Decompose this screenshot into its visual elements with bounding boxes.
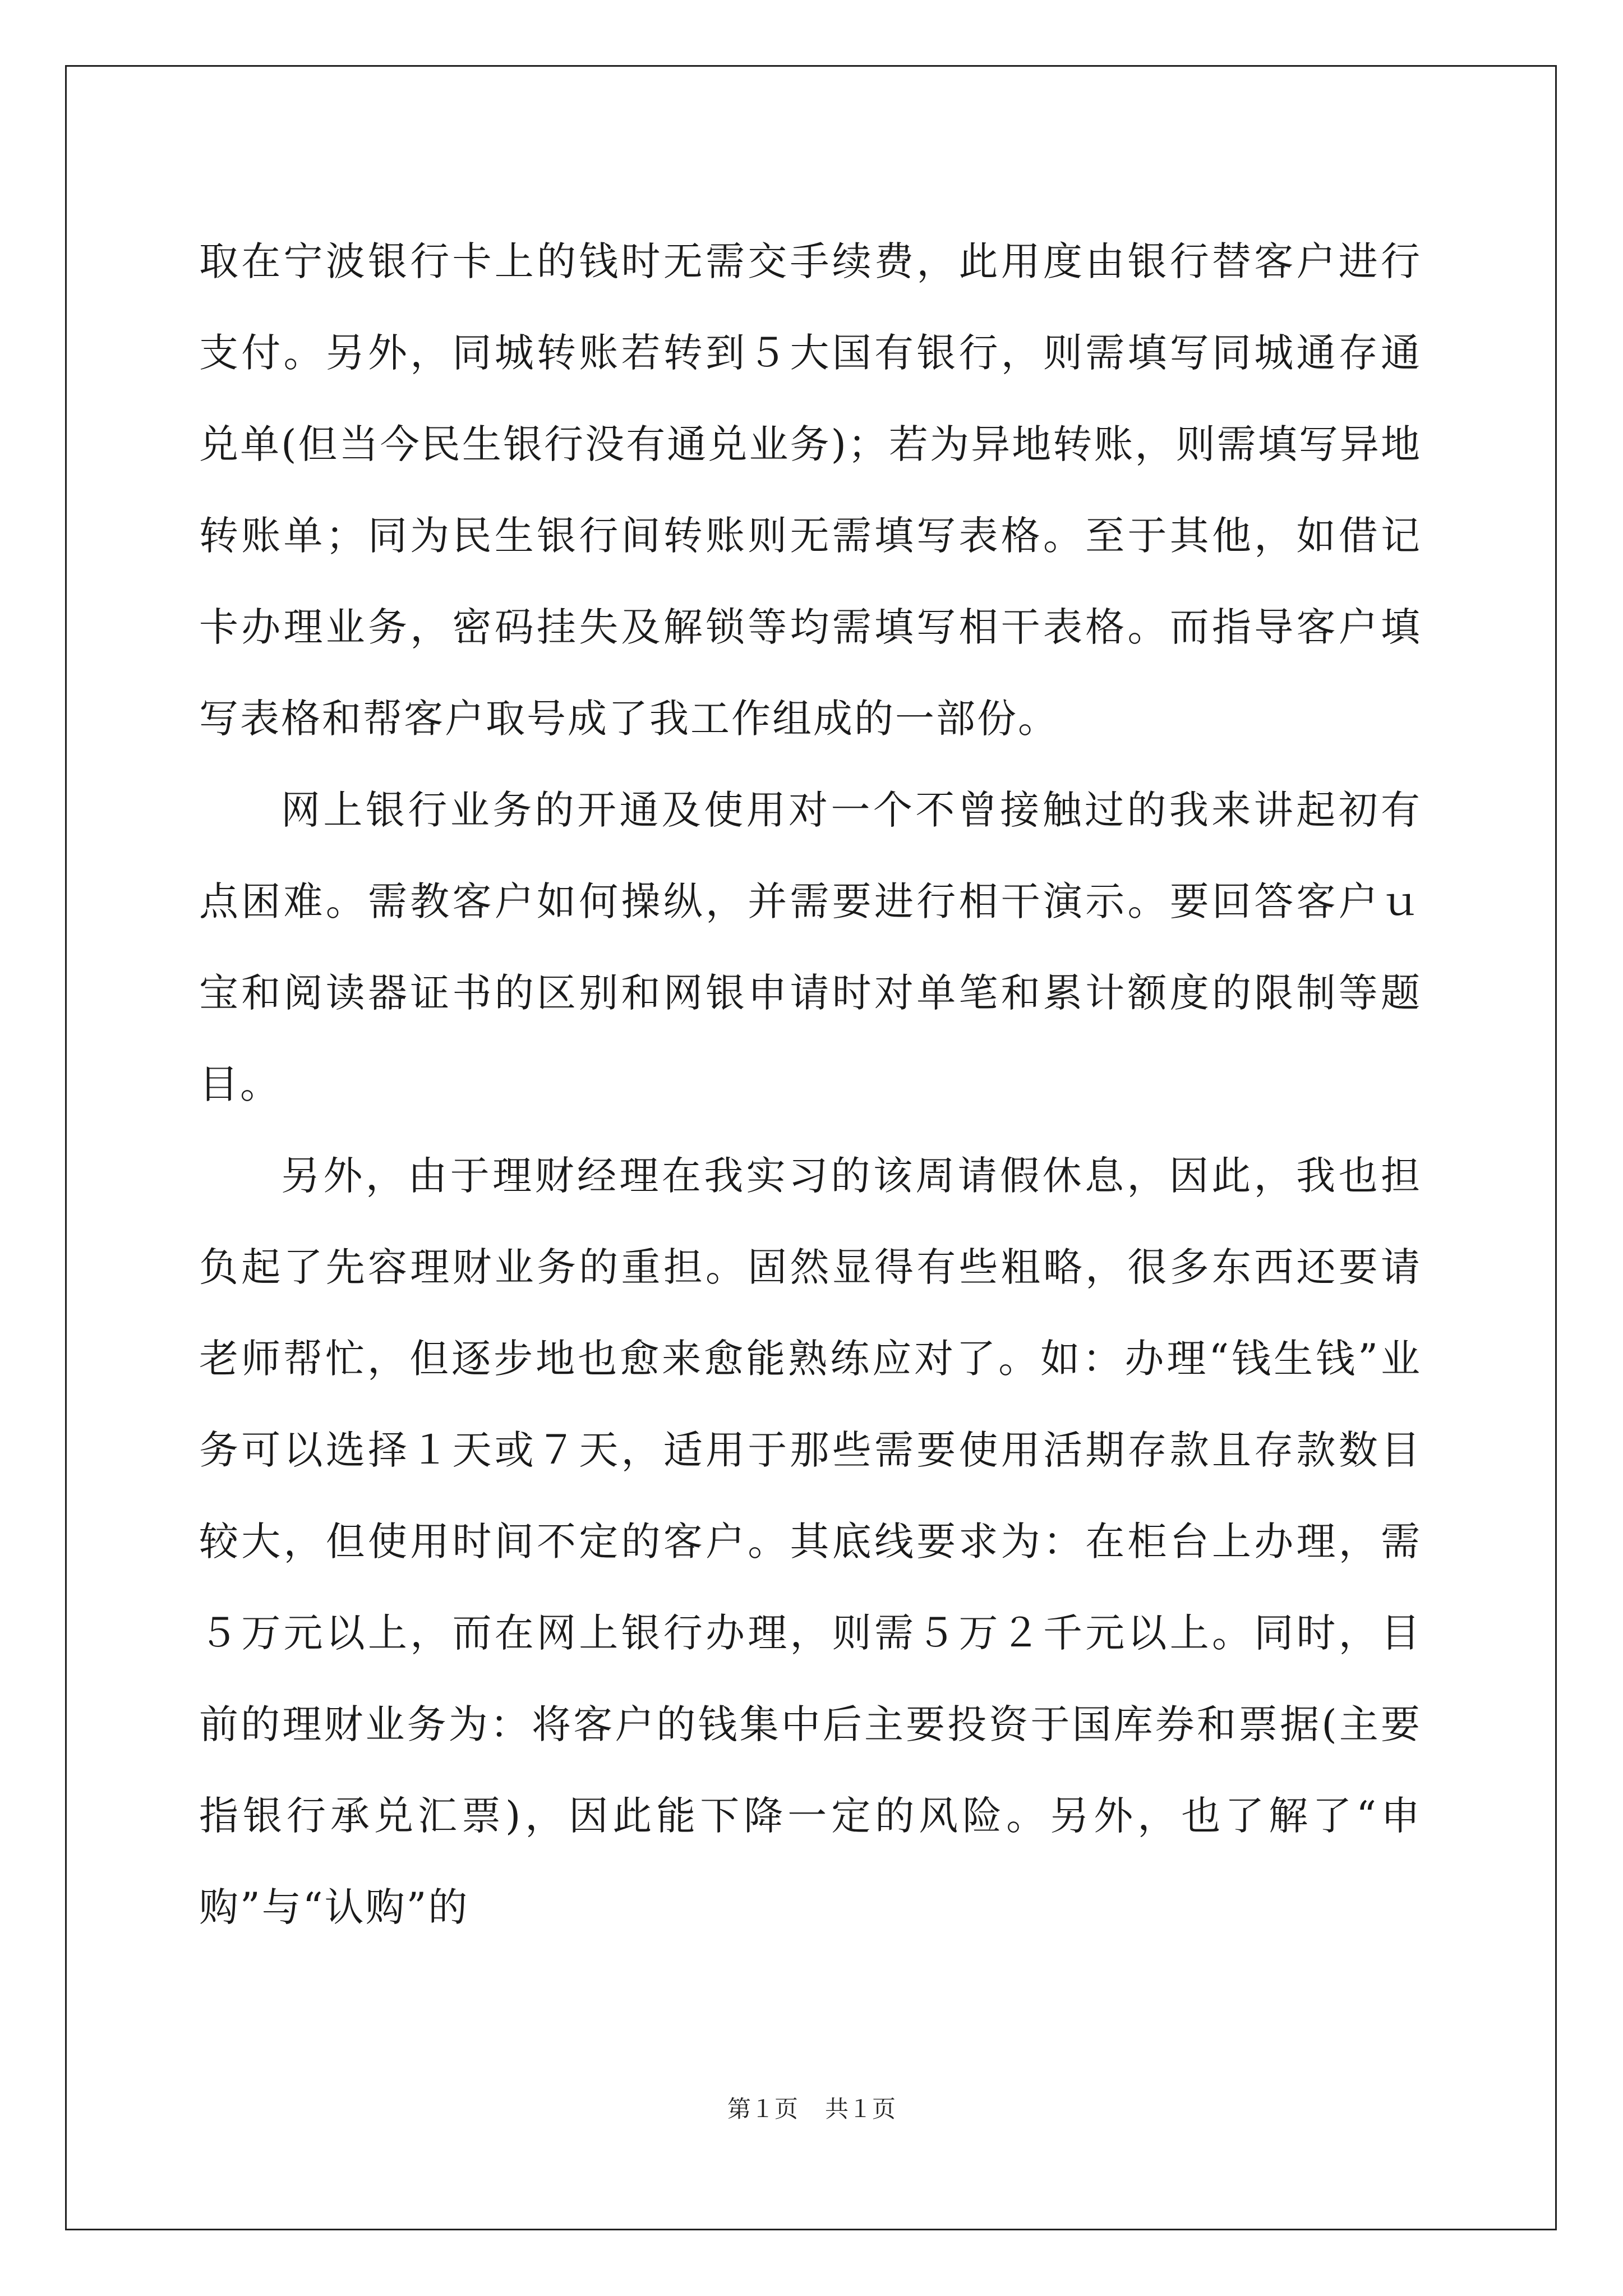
paragraph-1: 取在宁波银行卡上的钱时无需交手续费，此用度由银行替客户进行支付。另外，同城转账若转到５大国有银行，则需填写同城通存通兑单(但当今民生银行没有通兑业务)；若为异地转账，则需填写异地转账单；同为民生银行间转账则无需填写表格。至于其他，如借记卡办理业务，密码挂失及解锁等均需填写相干表格。而指导客户填写表格和帮客户取号成了我工作组成的一部份。 [199, 238, 1422, 742]
paragraph-3: 另外，由于理财经理在我实习的该周请假休息，因此，我也担负起了先容理财业务的重担。固然显得有些粗略，很多东西还要请老师帮忙，但逐步地也愈来愈能熟练应对了。如：办理“钱生钱”业务可以选择１天或７天，适用于那些需要使用活期存款且存款数目较大，但使用时间不定的客户。其底线要求为：在柜台上办理，需５万元以上，而在网上银行办理，则需５万２千元以上。同时，目前的理财业务为：将客户的钱集中后主要投资于国库券和票据(主要指银行承兑汇票)，因此能下降一定的风险。另外，也了解了“申购”与“认购”的 [199, 1153, 1422, 1930]
document-body [199, 216, 1422, 1953]
paragraph-2: 网上银行业务的开通及使用对一个不曾接触过的我来讲起初有点困难。需教客户如何操纵，并需要进行相干演示。要回答客户ｕ宝和阅读器证书的区别和网银申请时对单笔和累计额度的限制等题目。 [199, 787, 1422, 1107]
page-footer [0, 2092, 1623, 2126]
page-number-total: 共１页 [825, 2095, 896, 2123]
page-number-current: 第１页 [727, 2095, 798, 2123]
